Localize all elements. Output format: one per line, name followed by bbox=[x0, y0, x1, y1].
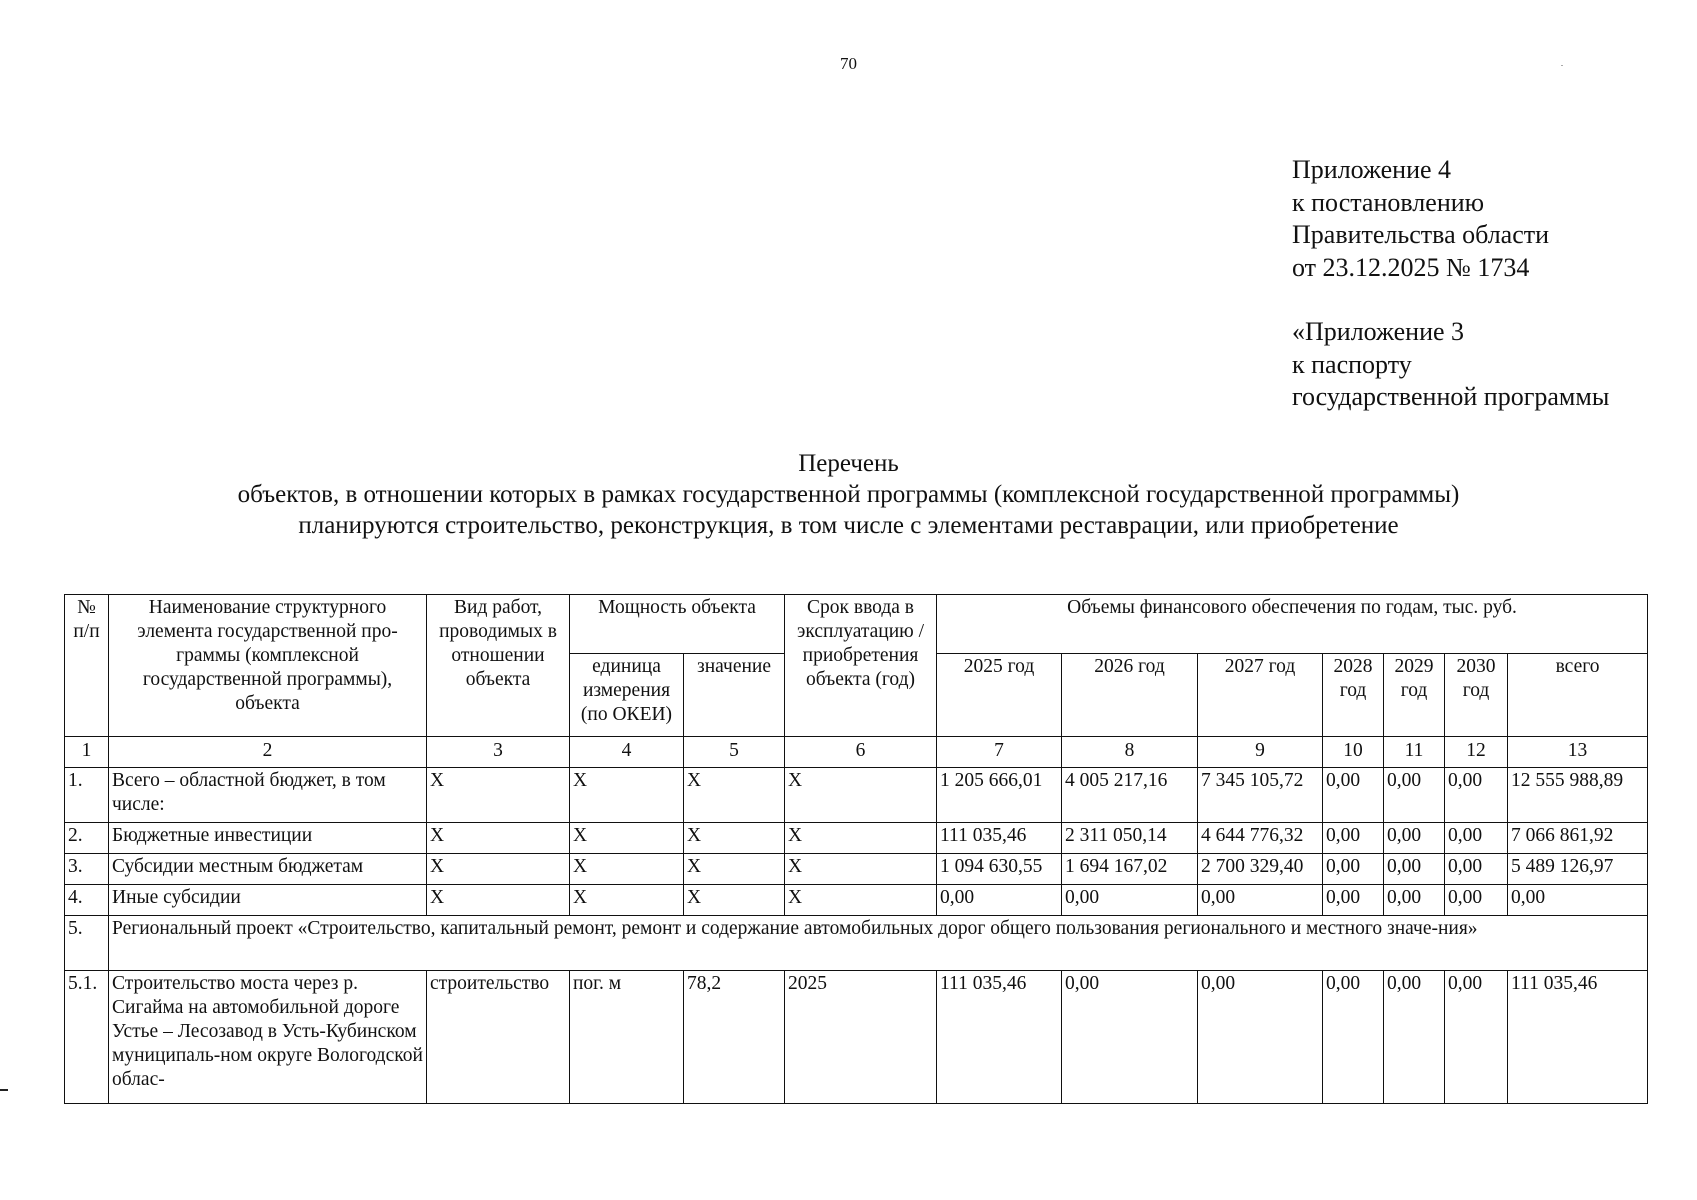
table-cell: 111 035,46 bbox=[937, 823, 1062, 854]
table-cell: 0,00 bbox=[937, 885, 1062, 916]
header-2025: 2025 год bbox=[937, 654, 1062, 737]
table-cell: 1 205 666,01 bbox=[937, 768, 1062, 823]
header-2030: 2030 год bbox=[1445, 654, 1508, 737]
table-cell: 12 555 988,89 bbox=[1508, 768, 1648, 823]
header-capacity: Мощность объекта bbox=[570, 595, 785, 654]
table-cell: 0,00 bbox=[1062, 971, 1198, 1104]
table-cell: 0,00 bbox=[1323, 823, 1384, 854]
column-number: 7 bbox=[937, 737, 1062, 768]
table-row bbox=[65, 971, 1648, 1104]
scan-edge-mark bbox=[0, 1089, 8, 1091]
table-cell: 111 035,46 bbox=[1508, 971, 1648, 1104]
table-cell: Х bbox=[427, 768, 570, 823]
table-cell: Х bbox=[427, 885, 570, 916]
column-number: 4 bbox=[570, 737, 684, 768]
table-cell: 0,00 bbox=[1062, 885, 1198, 916]
table-cell: 0,00 bbox=[1445, 854, 1508, 885]
table-cell: Всего – областной бюджет, в том числе: bbox=[109, 768, 427, 823]
header-term: Срок ввода в эксплуатацию / приобретения объекта (год) bbox=[785, 595, 937, 737]
annex-line: от 23.12.2025 № 1734 bbox=[1292, 252, 1530, 282]
section-title: Региональный проект «Строительство, капитальный ремонт, ремонт и содержание автомобильных дорог общего пользования регионального и местного значе-ния» bbox=[109, 916, 1648, 971]
table-cell: 0,00 bbox=[1323, 971, 1384, 1104]
table-cell: Х bbox=[684, 823, 785, 854]
table-cell: 2 311 050,14 bbox=[1062, 823, 1198, 854]
table-cell: 0,00 bbox=[1198, 885, 1323, 916]
header-value: значение bbox=[684, 654, 785, 737]
table-cell: Иные субсидии bbox=[109, 885, 427, 916]
table-cell: 0,00 bbox=[1445, 823, 1508, 854]
table-cell: 111 035,46 bbox=[937, 971, 1062, 1104]
annex-line: «Приложение 3 bbox=[1292, 317, 1465, 346]
table-cell: 0,00 bbox=[1323, 885, 1384, 916]
table-cell: Х bbox=[570, 823, 684, 854]
table-cell: 1 694 167,02 bbox=[1062, 854, 1198, 885]
table-cell: Х bbox=[570, 768, 684, 823]
table-cell: Субсидии местным бюджетам bbox=[109, 854, 427, 885]
table-cell: Х bbox=[684, 854, 785, 885]
header-2027: 2027 год bbox=[1198, 654, 1323, 737]
column-number: 5 bbox=[684, 737, 785, 768]
table-cell: 4 644 776,32 bbox=[1198, 823, 1323, 854]
table-cell: Бюджетные инвестиции bbox=[109, 823, 427, 854]
annex-line: Правительства области bbox=[1292, 220, 1550, 249]
annex-line: к постановлению bbox=[1292, 187, 1485, 217]
table-cell: 4 005 217,16 bbox=[1062, 768, 1198, 823]
title-line: Перечень bbox=[798, 450, 899, 477]
section-row bbox=[65, 916, 1648, 971]
table-cell: 2025 bbox=[785, 971, 937, 1104]
table-cell: 0,00 bbox=[1384, 971, 1445, 1104]
table-cell: 0,00 bbox=[1384, 823, 1445, 854]
table-cell: Строительство моста через р. Сигайма на автомобильной дороге Устье – Лесозавод в Усть-Кубинском муниципаль-ном округе Вологодской облас- bbox=[109, 971, 427, 1104]
table-cell: 5 489 126,97 bbox=[1508, 854, 1648, 885]
table-cell: 0,00 bbox=[1198, 971, 1323, 1104]
table-cell: Х bbox=[427, 823, 570, 854]
header-2029: 2029 год bbox=[1384, 654, 1445, 737]
table-cell: 1 094 630,55 bbox=[937, 854, 1062, 885]
table-cell: 0,00 bbox=[1445, 885, 1508, 916]
title-line: планируются строительство, реконструкция, в том числе с элементами реставрации, или приобретение bbox=[298, 512, 1399, 539]
column-number: 10 bbox=[1323, 737, 1384, 768]
table-row bbox=[65, 768, 1648, 823]
header-num: № п/п bbox=[65, 595, 109, 737]
table-cell: Х bbox=[570, 854, 684, 885]
table-cell: 0,00 bbox=[1384, 854, 1445, 885]
table-cell: 7 345 105,72 bbox=[1198, 768, 1323, 823]
column-number: 6 bbox=[785, 737, 937, 768]
table-cell: пог. м bbox=[570, 971, 684, 1104]
table-cell: Х bbox=[785, 823, 937, 854]
annex-line: Приложение 4 bbox=[1292, 155, 1452, 184]
table-cell: Х bbox=[785, 885, 937, 916]
header-total: всего bbox=[1508, 654, 1648, 737]
header-work: Вид работ, проводимых в отношении объекта bbox=[427, 595, 570, 737]
header-funding: Объемы финансового обеспечения по годам, тыс. руб. bbox=[937, 595, 1648, 654]
table-row bbox=[65, 823, 1648, 854]
annex-block bbox=[1292, 154, 1609, 414]
header-2026: 2026 год bbox=[1062, 654, 1198, 737]
table-cell: 5. bbox=[65, 916, 109, 971]
table-cell: 5.1. bbox=[65, 971, 109, 1104]
header-2028: 2028 год bbox=[1323, 654, 1384, 737]
table-cell: Х bbox=[684, 885, 785, 916]
column-number: 12 bbox=[1445, 737, 1508, 768]
table-cell: 0,00 bbox=[1323, 854, 1384, 885]
table-cell: 0,00 bbox=[1384, 768, 1445, 823]
table-cell: 0,00 bbox=[1508, 885, 1648, 916]
objects-table bbox=[64, 594, 1648, 1104]
table-cell: 7 066 861,92 bbox=[1508, 823, 1648, 854]
page-number: 70 bbox=[840, 54, 857, 73]
column-number: 11 bbox=[1384, 737, 1445, 768]
table-cell: Х bbox=[785, 768, 937, 823]
title-line: объектов, в отношении которых в рамках государственной программы (комплексной государственной программы) bbox=[237, 481, 1460, 508]
table-cell: 2 700 329,40 bbox=[1198, 854, 1323, 885]
table-cell: Х bbox=[427, 854, 570, 885]
column-number: 2 bbox=[109, 737, 427, 768]
table-cell: 0,00 bbox=[1445, 768, 1508, 823]
column-number-row bbox=[65, 737, 1648, 768]
table-cell: Х bbox=[785, 854, 937, 885]
table-row bbox=[65, 885, 1648, 916]
header-unit: единица измерения (по ОКЕИ) bbox=[570, 654, 684, 737]
column-number: 8 bbox=[1062, 737, 1198, 768]
annex-line: государственной программы bbox=[1292, 382, 1610, 411]
table-cell: 0,00 bbox=[1384, 885, 1445, 916]
table-cell: 4. bbox=[65, 885, 109, 916]
scan-dot bbox=[1561, 65, 1563, 66]
column-number: 1 bbox=[65, 737, 109, 768]
table-cell: 3. bbox=[65, 854, 109, 885]
annex-gap bbox=[1292, 284, 1609, 316]
column-number: 9 bbox=[1198, 737, 1323, 768]
column-number: 13 bbox=[1508, 737, 1648, 768]
table-cell: 78,2 bbox=[684, 971, 785, 1104]
table-row bbox=[65, 854, 1648, 885]
document-title bbox=[0, 448, 1697, 541]
table-cell: 0,00 bbox=[1445, 971, 1508, 1104]
table-cell: 1. bbox=[65, 768, 109, 823]
table-cell: Х bbox=[684, 768, 785, 823]
table-cell: 2. bbox=[65, 823, 109, 854]
header-name: Наименование структурного элемента государственной про-граммы (комплексной государственной программы), объекта bbox=[109, 595, 427, 737]
column-number: 3 bbox=[427, 737, 570, 768]
table-cell: 0,00 bbox=[1323, 768, 1384, 823]
table-cell: Х bbox=[570, 885, 684, 916]
table-cell: строительство bbox=[427, 971, 570, 1104]
annex-line: к паспорту bbox=[1292, 349, 1412, 379]
